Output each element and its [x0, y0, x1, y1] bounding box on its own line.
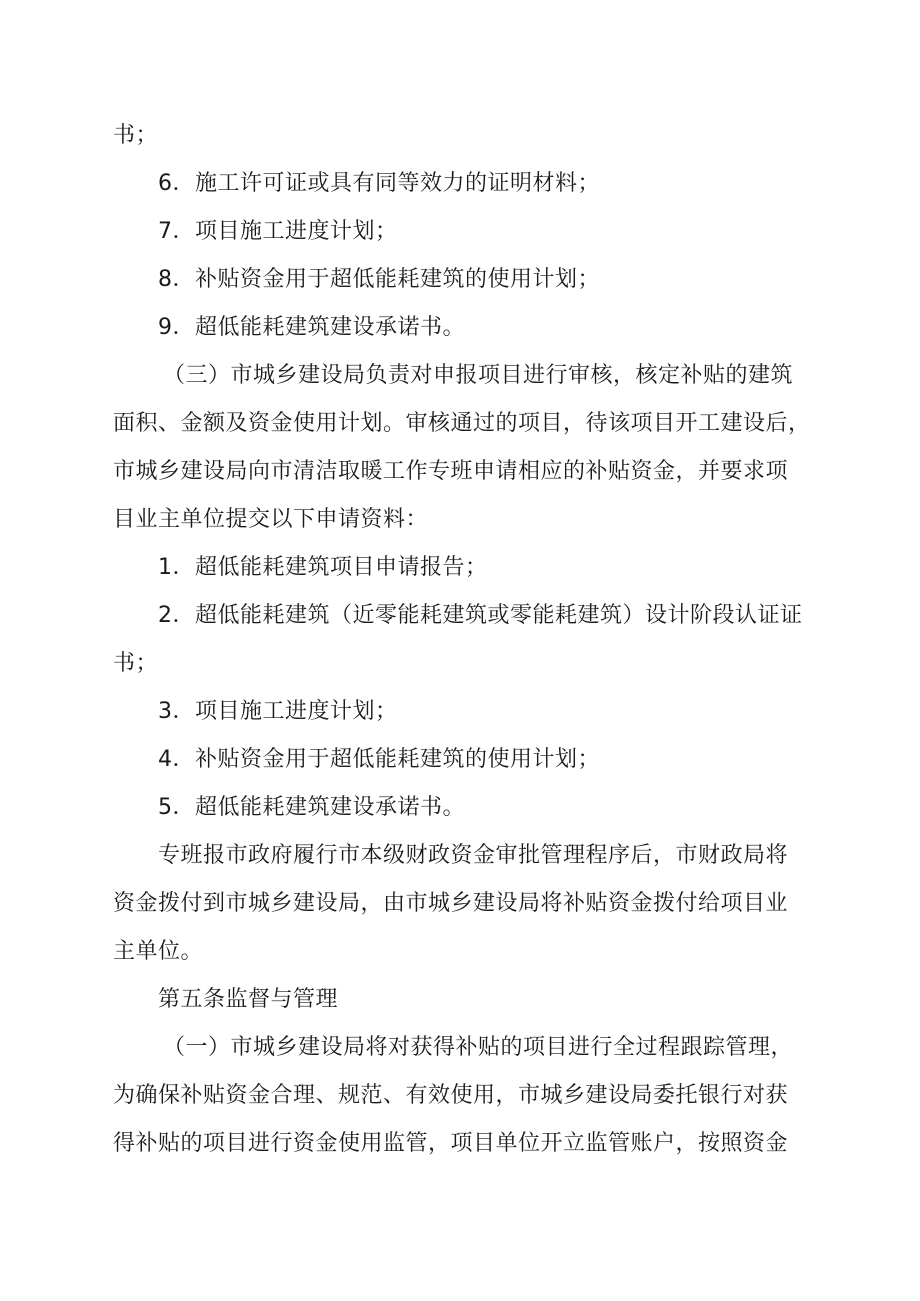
- paragraph-first-line: 专班报市政府履行市本级财政资金审批管理程序后，市财政局将: [158, 843, 789, 868]
- list-item: 6．施工许可证或具有同等效力的证明材料；: [158, 171, 600, 196]
- text-line: 为确保补贴资金合理、规范、有效使用，市城乡建设局委托银行对获: [113, 1083, 789, 1108]
- list-item: 5．超低能耗建筑建设承诺书。: [158, 795, 465, 820]
- text-line: 主单位。: [113, 939, 204, 964]
- list-item: 1．超低能耗建筑项目申请报告；: [158, 555, 488, 580]
- text-line: 面积、金额及资金使用计划。审核通过的项目，待该项目开工建设后，: [113, 411, 811, 436]
- text-line: 市城乡建设局向市清洁取暖工作专班申请相应的补贴资金，并要求项: [113, 459, 789, 484]
- list-item: 8．补贴资金用于超低能耗建筑的使用计划；: [158, 267, 600, 292]
- text-line: 书；: [113, 651, 159, 676]
- paragraph-first-line: （一）市城乡建设局将对获得补贴的项目进行全过程跟踪管理，: [163, 1035, 794, 1060]
- paragraph-first-line: （三）市城乡建设局负责对申报项目进行审核，核定补贴的建筑: [163, 363, 794, 388]
- list-item: 7．项目施工进度计划；: [158, 219, 398, 244]
- text-line: 书；: [113, 123, 159, 148]
- text-line: 资金拨付到市城乡建设局，由市城乡建设局将补贴资金拨付给项目业: [113, 891, 789, 916]
- list-item: 2．超低能耗建筑（近零能耗建筑或零能耗建筑）设计阶段认证证: [158, 603, 803, 628]
- list-item: 4．补贴资金用于超低能耗建筑的使用计划；: [158, 747, 600, 772]
- section-heading: 第五条监督与管理: [158, 987, 339, 1012]
- text-line: 得补贴的项目进行资金使用监管，项目单位开立监管账户，按照资金: [113, 1131, 789, 1156]
- text-line: 目业主单位提交以下申请资料：: [113, 507, 429, 532]
- list-item: 3．项目施工进度计划；: [158, 699, 398, 724]
- list-item: 9．超低能耗建筑建设承诺书。: [158, 315, 465, 340]
